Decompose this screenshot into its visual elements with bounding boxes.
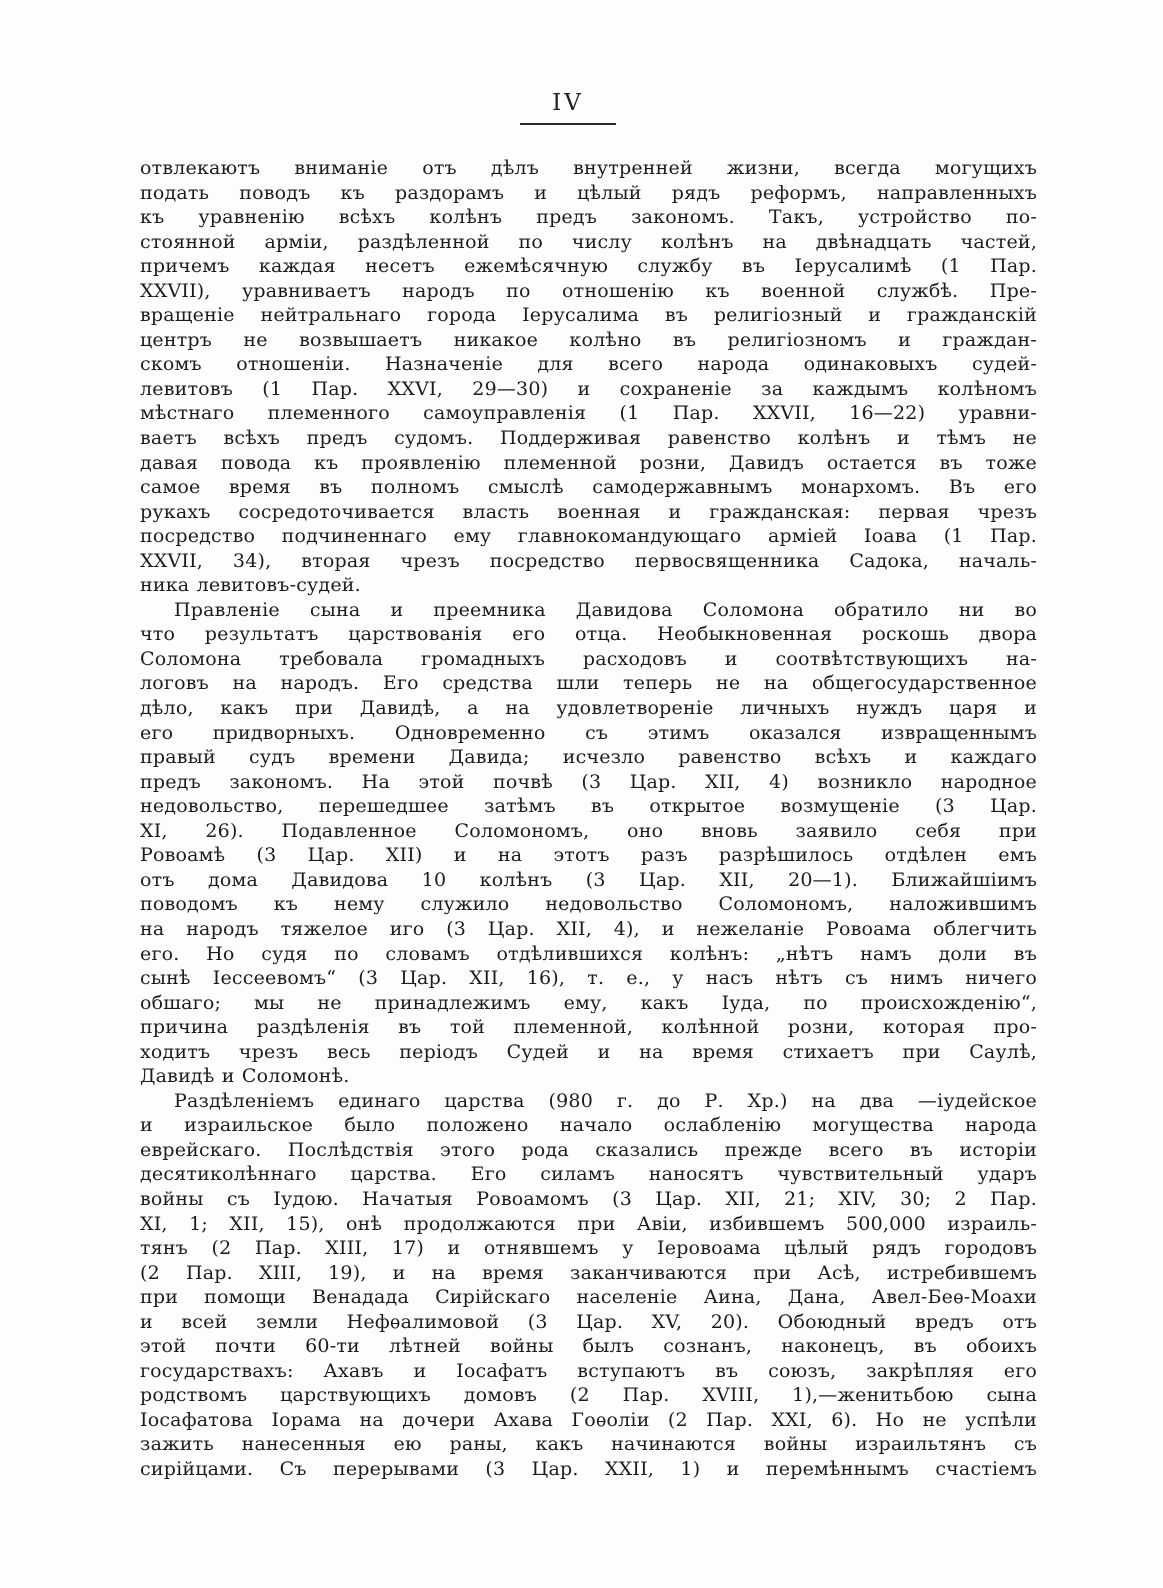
text-line: Правленіе сына и преемника Давидова Соломона обратило ни во	[174, 598, 1037, 621]
text-line: посредство подчиненнаго ему главнокомандующаго арміей Іоава (1 Пар.	[140, 525, 1037, 548]
text-line: левитовъ (1 Пар. XXVI, 29—30) и сохраненіе за каждымъ колѣномъ	[140, 377, 1037, 400]
text-line: самое время въ полномъ смыслѣ самодержавнымъ монархомъ. Въ его	[140, 476, 1037, 499]
text-line: подать поводъ къ раздорамъ и цѣлый рядъ реформъ, направленныхъ	[140, 181, 1037, 204]
text-line: центръ не возвышаетъ никакое колѣно въ религіозномъ и граждан-	[140, 328, 1037, 351]
text-line: на народъ тяжелое иго (3 Цар. XII, 4), и нежеланіе Ровоама облегчить	[140, 917, 1037, 940]
text-line: сирійцами. Съ перерывами (3 Цар. XXII, 1) и перемѣннымъ счастіемъ	[140, 1457, 1037, 1480]
text-line: сынѣ Іессеевомъ“ (3 Цар. XII, 16), т. е., у насъ нѣтъ съ нимъ ничего	[140, 967, 1037, 990]
text-line: XI, 1; XII, 15), онѣ продолжаются при Авіи, избившемъ 500,000 израиль-	[140, 1212, 1037, 1235]
body-text	[140, 156, 1037, 1482]
text-line: при помощи Венадада Сирійскаго населеніе Аина, Дана, Авел-Беѳ-Моахи	[140, 1286, 1037, 1309]
text-line: обшаго; мы не принадлежимъ ему, какъ Іуда, по происхожденію“,	[140, 991, 1037, 1014]
text-line: логовъ на народъ. Его средства шли теперь не на общегосударственное	[140, 672, 1037, 695]
text-line: XXVII), уравниваетъ народъ по отношенію къ военной службѣ. Пре-	[140, 279, 1037, 302]
text-line: ника левитовъ-судей.	[140, 574, 361, 597]
text-line: рукахъ сосредоточивается власть военная и гражданская: первая чрезъ	[140, 500, 1037, 523]
paragraph	[140, 598, 1037, 1089]
text-line: недовольство, перешедшее затѣмъ въ открытое возмущеніе (3 Цар.	[140, 795, 1037, 818]
text-line: отвлекаютъ вниманіе отъ дѣлъ внутренней жизни, всегда могущихъ	[140, 157, 1037, 179]
paragraph	[140, 156, 1037, 598]
text-line: Ровоамѣ (3 Цар. XII) и на этотъ разъ разрѣшилось отдѣлен емъ	[140, 844, 1037, 867]
page-number: IV	[552, 90, 584, 116]
text-line: отъ дома Давидова 10 колѣнъ (3 Цар. XII, 20—1). Ближайшіимъ	[140, 868, 1037, 891]
text-line: давая повода къ проявленію племенной розни, Давидъ остается въ тоже	[140, 451, 1037, 474]
text-line: правый судъ времени Давида; исчезло равенство всѣхъ и каждаго	[140, 746, 1037, 769]
text-line: скомъ отношеніи. Назначеніе для всего народа одинаковыхъ судей-	[140, 353, 1037, 376]
text-line: предъ закономъ. На этой почвѣ (3 Цар. XII, 4) возникло народное	[140, 770, 1037, 793]
text-line: еврейскаго. Послѣдствія этого рода сказались прежде всего въ исторіи	[140, 1138, 1037, 1161]
text-line: родствомъ царствующихъ домовъ (2 Пар. XVIII, 1),—женитьбою сына	[140, 1384, 1037, 1407]
text-line: дѣло, какъ при Давидѣ, а на удовлетвореніе личныхъ нуждъ царя и	[140, 697, 1037, 720]
text-line: ходитъ чрезъ весь періодъ Судей и на время стихаетъ при Саулѣ,	[140, 1040, 1037, 1063]
text-line: къ уравненію всѣхъ колѣнъ предъ закономъ. Такъ, устройство по-	[140, 206, 1037, 229]
text-line: тянъ (2 Пар. XIII, 17) и отнявшемъ у Іеровоама цѣлый рядъ городовъ	[140, 1237, 1037, 1260]
text-line: его придворныхъ. Одновременно съ этимъ оказался извращеннымъ	[140, 721, 1037, 744]
text-line: Соломона требовала громадныхъ расходовъ и соотвѣтствующихъ на-	[140, 647, 1037, 670]
text-line: государствахъ: Ахавъ и Іосафатъ вступаютъ въ союзъ, закрѣпляя его	[140, 1359, 1037, 1382]
text-line: Раздѣленіемъ единаго царства (980 г. до Р. Хр.) на два —іудейское	[174, 1089, 1037, 1112]
text-line: Давидѣ и Соломонѣ.	[140, 1065, 350, 1088]
text-line: (2 Пар. XIII, 19), и на время заканчиваются при Асѣ, истребившемъ	[140, 1261, 1037, 1284]
text-line: войны съ Іудою. Начатыя Ровоамомъ (3 Цар. XII, 21; XIV, 30; 2 Пар.	[140, 1187, 1037, 1210]
text-line: этой почти 60-ти лѣтней войны былъ сознанъ, наконецъ, въ обоихъ	[140, 1335, 1037, 1358]
text-line: что результатъ царствованія его отца. Необыкновенная роскошь двора	[140, 623, 1037, 646]
text-line: мѣстнаго племенного самоуправленія (1 Пар. XXVII, 16—22) уравни-	[140, 402, 1037, 425]
text-line: стоянной арміи, раздѣленной по числу колѣнъ на двѣнадцать частей,	[140, 230, 1037, 253]
text-line: причина раздѣленія въ той племенной, колѣнной розни, которая про-	[140, 1016, 1037, 1039]
text-line: десятиколѣннаго царства. Его силамъ наносятъ чувствительный ударъ	[140, 1163, 1037, 1186]
text-line: поводомъ къ нему служило недовольство Соломономъ, наложившимъ	[140, 893, 1037, 916]
paragraph	[140, 1089, 1037, 1482]
text-line: вращеніе нейтральнаго города Іерусалима въ религіозный и гражданскій	[140, 304, 1037, 327]
text-line: XI, 26). Подавленное Соломономъ, оно вновь заявило себя при	[140, 819, 1037, 842]
text-line: зажить нанесенныя ею раны, какъ начинаются войны израильтянъ съ	[140, 1433, 1037, 1456]
page-number-rule	[520, 90, 616, 125]
text-line: и израильское было положено начало ослабленію могущества народа	[140, 1114, 1037, 1137]
text-line: Іосафатова Іорама на дочери Ахава Гоѳоліи (2 Пар. XXI, 6). Но не успѣли	[140, 1408, 1037, 1431]
text-line: причемъ каждая несетъ ежемѣсячную службу въ Іерусалимѣ (1 Пар.	[140, 255, 1037, 278]
text-line: ваетъ всѣхъ предъ судомъ. Поддерживая равенство колѣнъ и тѣмъ не	[140, 427, 1037, 450]
text-line: XXVII, 34), вторая чрезъ посредство первосвященника Садока, началь-	[140, 549, 1037, 572]
text-line: его. Но судя по словамъ отдѣлившихся колѣнъ: „нѣтъ намъ доли въ	[140, 942, 1037, 965]
text-line: и всей земли Нефѳалимовой (3 Цар. XV, 20). Обоюдный вредъ отъ	[140, 1310, 1037, 1333]
